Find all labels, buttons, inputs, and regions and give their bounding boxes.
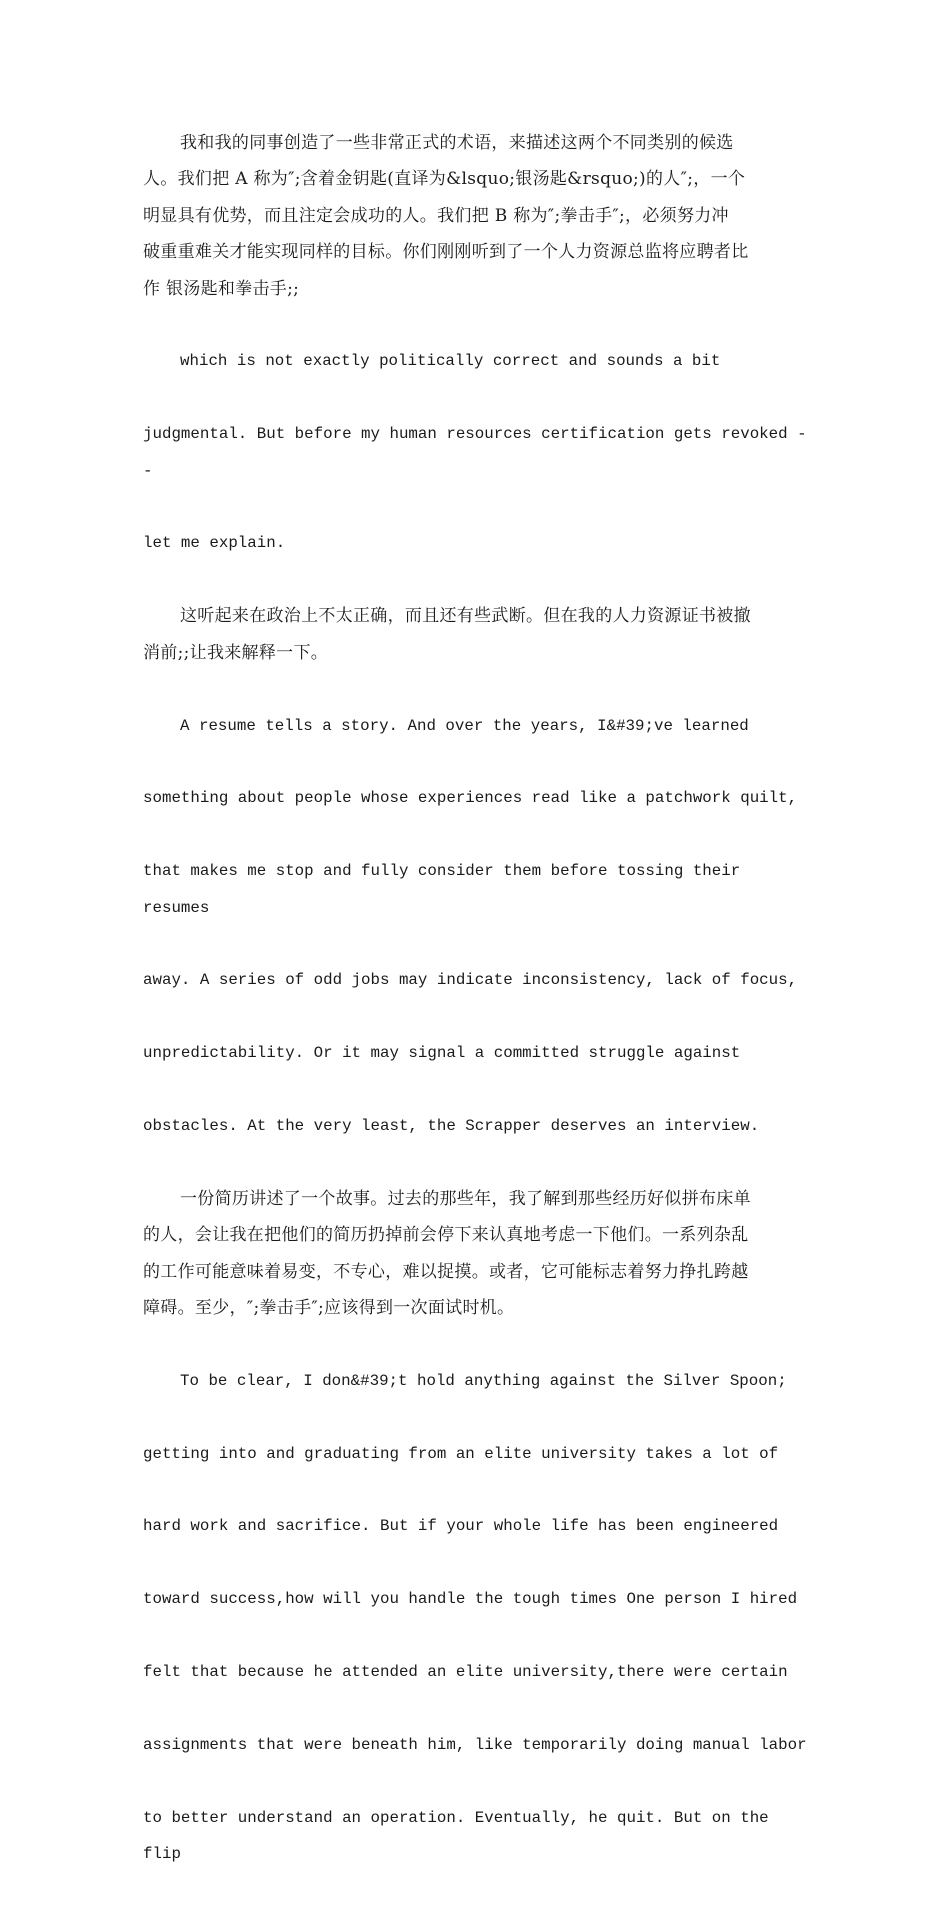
- paragraph-cn-3: [143, 1181, 811, 1327]
- text-line: which is not exactly politically correct and sounds a bit: [180, 352, 721, 371]
- text-line: assignments that were beneath him, like temporarily doing manual labor: [143, 1735, 807, 1754]
- text-line: 作 银汤匙和拳击手;;: [143, 278, 300, 299]
- text-line: something about people whose experiences read like a patchwork quilt,: [143, 789, 798, 808]
- text-line: A resume tells a story. And over the years, I&#39;ve learned: [180, 716, 749, 735]
- paragraph-cn-2: [143, 598, 811, 671]
- text-line: toward success,how will you handle the tough times One person I hired: [143, 1590, 798, 1609]
- paragraph-en-3: [143, 1326, 811, 1909]
- paragraph-cn-1: [143, 125, 811, 307]
- text-line: 障碍。至少，″;拳击手″;应该得到一次面试时机。: [143, 1298, 515, 1318]
- paragraph-en-1: [143, 307, 811, 598]
- text-line: 的人，会让我在把他们的简历扔掉前会停下来认真地考虑一下他们。一系列杂乱: [143, 1225, 749, 1246]
- text-line: hard work and sacrifice. But if your whole life has been engineered: [143, 1517, 779, 1536]
- text-line: 这听起来在政治上不太正确，而且还有些武断。但在我的人力资源证书被撤: [180, 606, 751, 627]
- text-line: To be clear, I don&#39;t hold anything against the Silver Spoon;: [180, 1371, 787, 1390]
- text-line: 我和我的同事创造了一些非常正式的术语，来描述这两个不同类别的候选: [180, 133, 734, 153]
- text-line: getting into and graduating from an elite university takes a lot of: [143, 1444, 779, 1463]
- text-line: unpredictability. Or it may signal a committed struggle against: [143, 1044, 741, 1063]
- text-line: 消前;;让我来解释一下。: [143, 642, 329, 663]
- text-line: 人。我们把 A 称为″;含着金钥匙(直译为&lsquo;银汤匙&rsquo;)的人″;，一个: [143, 169, 746, 190]
- text-line: 明显具有优势，而且注定会成功的人。我们把 B 称为″;拳击手″;，必须努力冲: [143, 205, 729, 226]
- text-line: 一份简历讲述了一个故事。过去的那些年，我了解到那些经历好似拼布床单: [180, 1188, 751, 1209]
- text-line: obstacles. At the very least, the Scrapper deserves an interview.: [143, 1116, 760, 1135]
- text-line: that makes me stop and fully consider them before tossing their resumes: [143, 862, 741, 917]
- paragraph-en-2: [143, 671, 811, 1181]
- text-line: 的工作可能意味着易变，不专心，难以捉摸。或者，它可能标志着努力挣扎跨越: [143, 1261, 749, 1282]
- text-line: to better understand an operation. Eventually, he quit. But on the flip: [143, 1808, 769, 1864]
- text-line: felt that because he attended an elite university,there were certain: [143, 1663, 788, 1682]
- text-line: judgmental. But before my human resources certification gets revoked --: [143, 425, 807, 480]
- text-line: away. A series of odd jobs may indicate inconsistency, lack of focus,: [143, 971, 798, 990]
- text-line: let me explain.: [143, 534, 286, 553]
- article-body: [143, 125, 811, 1909]
- text-line: 破重重难关才能实现同样的目标。你们刚刚听到了一个人力资源总监将应聘者比: [143, 242, 749, 263]
